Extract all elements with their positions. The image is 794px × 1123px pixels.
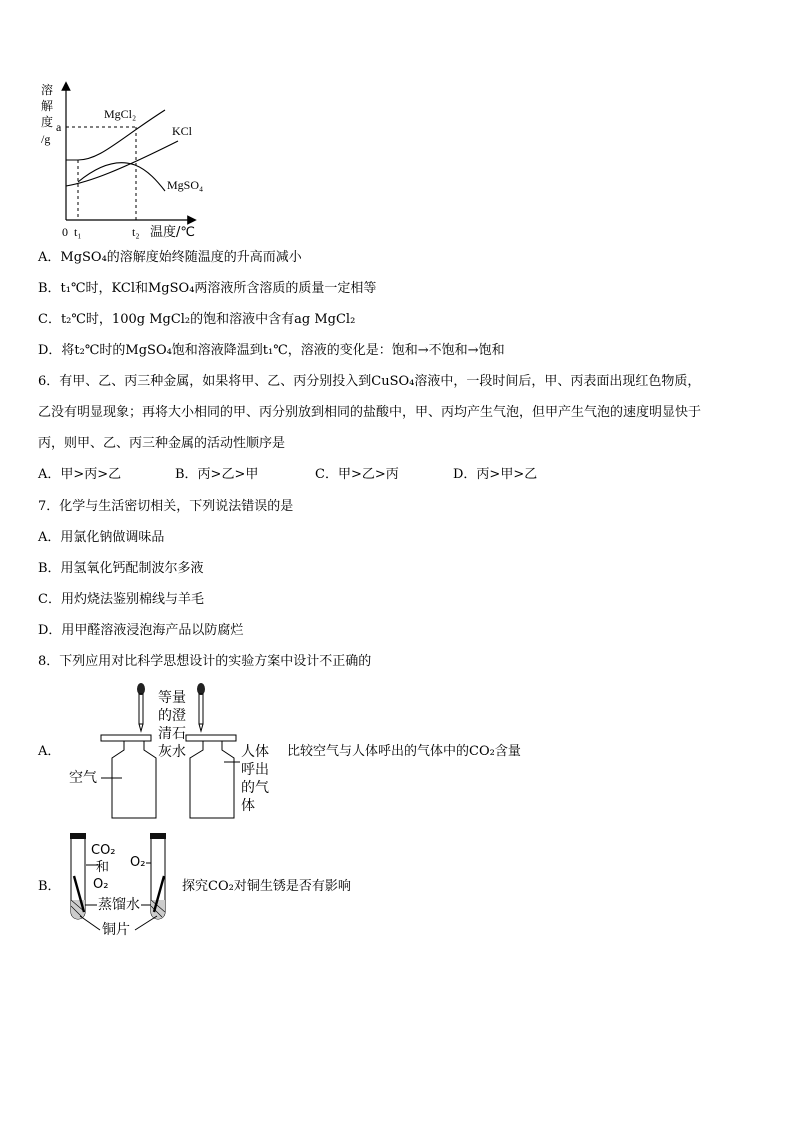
q6-option-c: C．甲>乙>丙: [315, 467, 399, 482]
mgcl2-label: MgCl₂: [104, 107, 137, 121]
kcl-curve: [66, 141, 178, 186]
q6-stem-line3: 丙，则甲、乙、丙三种金属的活动性顺序是: [38, 436, 286, 451]
q6-stem-line2: 乙没有明显现象；再将大小相同的甲、丙分别放到相同的盐酸中，甲、丙均产生气泡，但甲产生气泡的速度明显快于: [38, 405, 702, 420]
q7-option-b: B．用氢氧化钙配制波尔多液: [38, 561, 204, 576]
q7-option-d: D．用甲醛溶液浸泡海产品以防腐烂: [38, 623, 244, 638]
t2-label: t₂: [132, 225, 140, 239]
reagent-label-4: 灰水: [158, 744, 186, 760]
water-label: 蒸馏水: [98, 897, 140, 913]
right-dropper-icon: [197, 683, 205, 731]
mgso4-label: MgSO₄: [167, 178, 204, 192]
left-gas-bottle-icon: [101, 735, 156, 818]
mgso4-curve: [78, 163, 165, 191]
q5-option-d: D．将t₂℃时的MgSO₄饱和溶液降温到t₁℃，溶液的变化是：饱和→不饱和→饱和: [38, 343, 505, 358]
right-gas-bottle-icon: [186, 735, 236, 818]
reagent-label-1: 等量: [158, 690, 186, 706]
left-gas-label-1: CO₂: [91, 843, 116, 858]
breath-label-2: 呼出: [241, 762, 269, 778]
copper-label: 铜片: [102, 922, 130, 938]
right-test-tube-icon: [150, 833, 166, 919]
q8-option-a-desc: 比较空气与人体呼出的气体中的CO₂含量: [287, 744, 521, 759]
q6-option-a: A．甲>丙>乙: [38, 467, 122, 482]
q7-stem: 7．化学与生活密切相关，下列说法错误的是: [38, 499, 294, 514]
q5-option-b: B．t₁℃时，KCl和MgSO₄两溶液所含溶质的质量一定相等: [38, 281, 377, 296]
q5-option-a: A．MgSO₄的溶解度始终随温度的升高而减小: [38, 250, 302, 265]
left-test-tube-icon: [70, 833, 86, 919]
x-label: 温度/℃: [150, 225, 195, 240]
breath-label-4: 体: [241, 798, 255, 814]
y-label-2: 解: [41, 99, 54, 113]
reagent-label-2: 的澄: [158, 708, 186, 724]
left-gas-label-3: O₂: [93, 877, 109, 892]
air-label: 空气: [69, 770, 97, 786]
left-gas-label-2: 和: [96, 860, 110, 875]
breath-label-3: 的气: [241, 780, 269, 796]
origin-label: 0: [62, 225, 68, 239]
mgcl2-curve: [66, 110, 165, 160]
q6-option-d: D．丙>甲>乙: [453, 467, 538, 482]
q5-option-c: C．t₂℃时，100g MgCl₂的饱和溶液中含有ag MgCl₂: [38, 312, 356, 327]
right-gas-label: O₂: [130, 855, 146, 870]
a-label: a: [56, 120, 62, 134]
y-label-1: 溶: [41, 83, 54, 97]
reagent-label-3: 清石: [158, 726, 186, 742]
kcl-label: KCl: [172, 124, 193, 138]
q8-option-a-letter: A．: [38, 744, 61, 759]
q8-stem: 8．下列应用对比科学思想设计的实验方案中设计不正确的: [38, 654, 372, 669]
breath-label-1: 人体: [241, 744, 269, 760]
y-label-4: /g: [41, 132, 51, 146]
y-label-3: 度: [41, 115, 54, 129]
q8-option-b-desc: 探究CO₂对铜生锈是否有影响: [182, 879, 351, 894]
t1-label: t₁: [74, 225, 82, 239]
q6-stem-line1: 6．有甲、乙、丙三种金属，如果将甲、乙、丙分别投入到CuSO₄溶液中，一段时间后，甲、丙表面出现红色物质，: [38, 374, 701, 389]
left-dropper-icon: [137, 683, 145, 731]
q6-option-b: B．丙>乙>甲: [175, 467, 259, 482]
q7-option-a: A．用氯化钠做调味品: [38, 530, 165, 545]
q8-option-b-letter: B．: [38, 879, 61, 894]
q7-option-c: C．用灼烧法鉴别棉线与羊毛: [38, 592, 204, 607]
